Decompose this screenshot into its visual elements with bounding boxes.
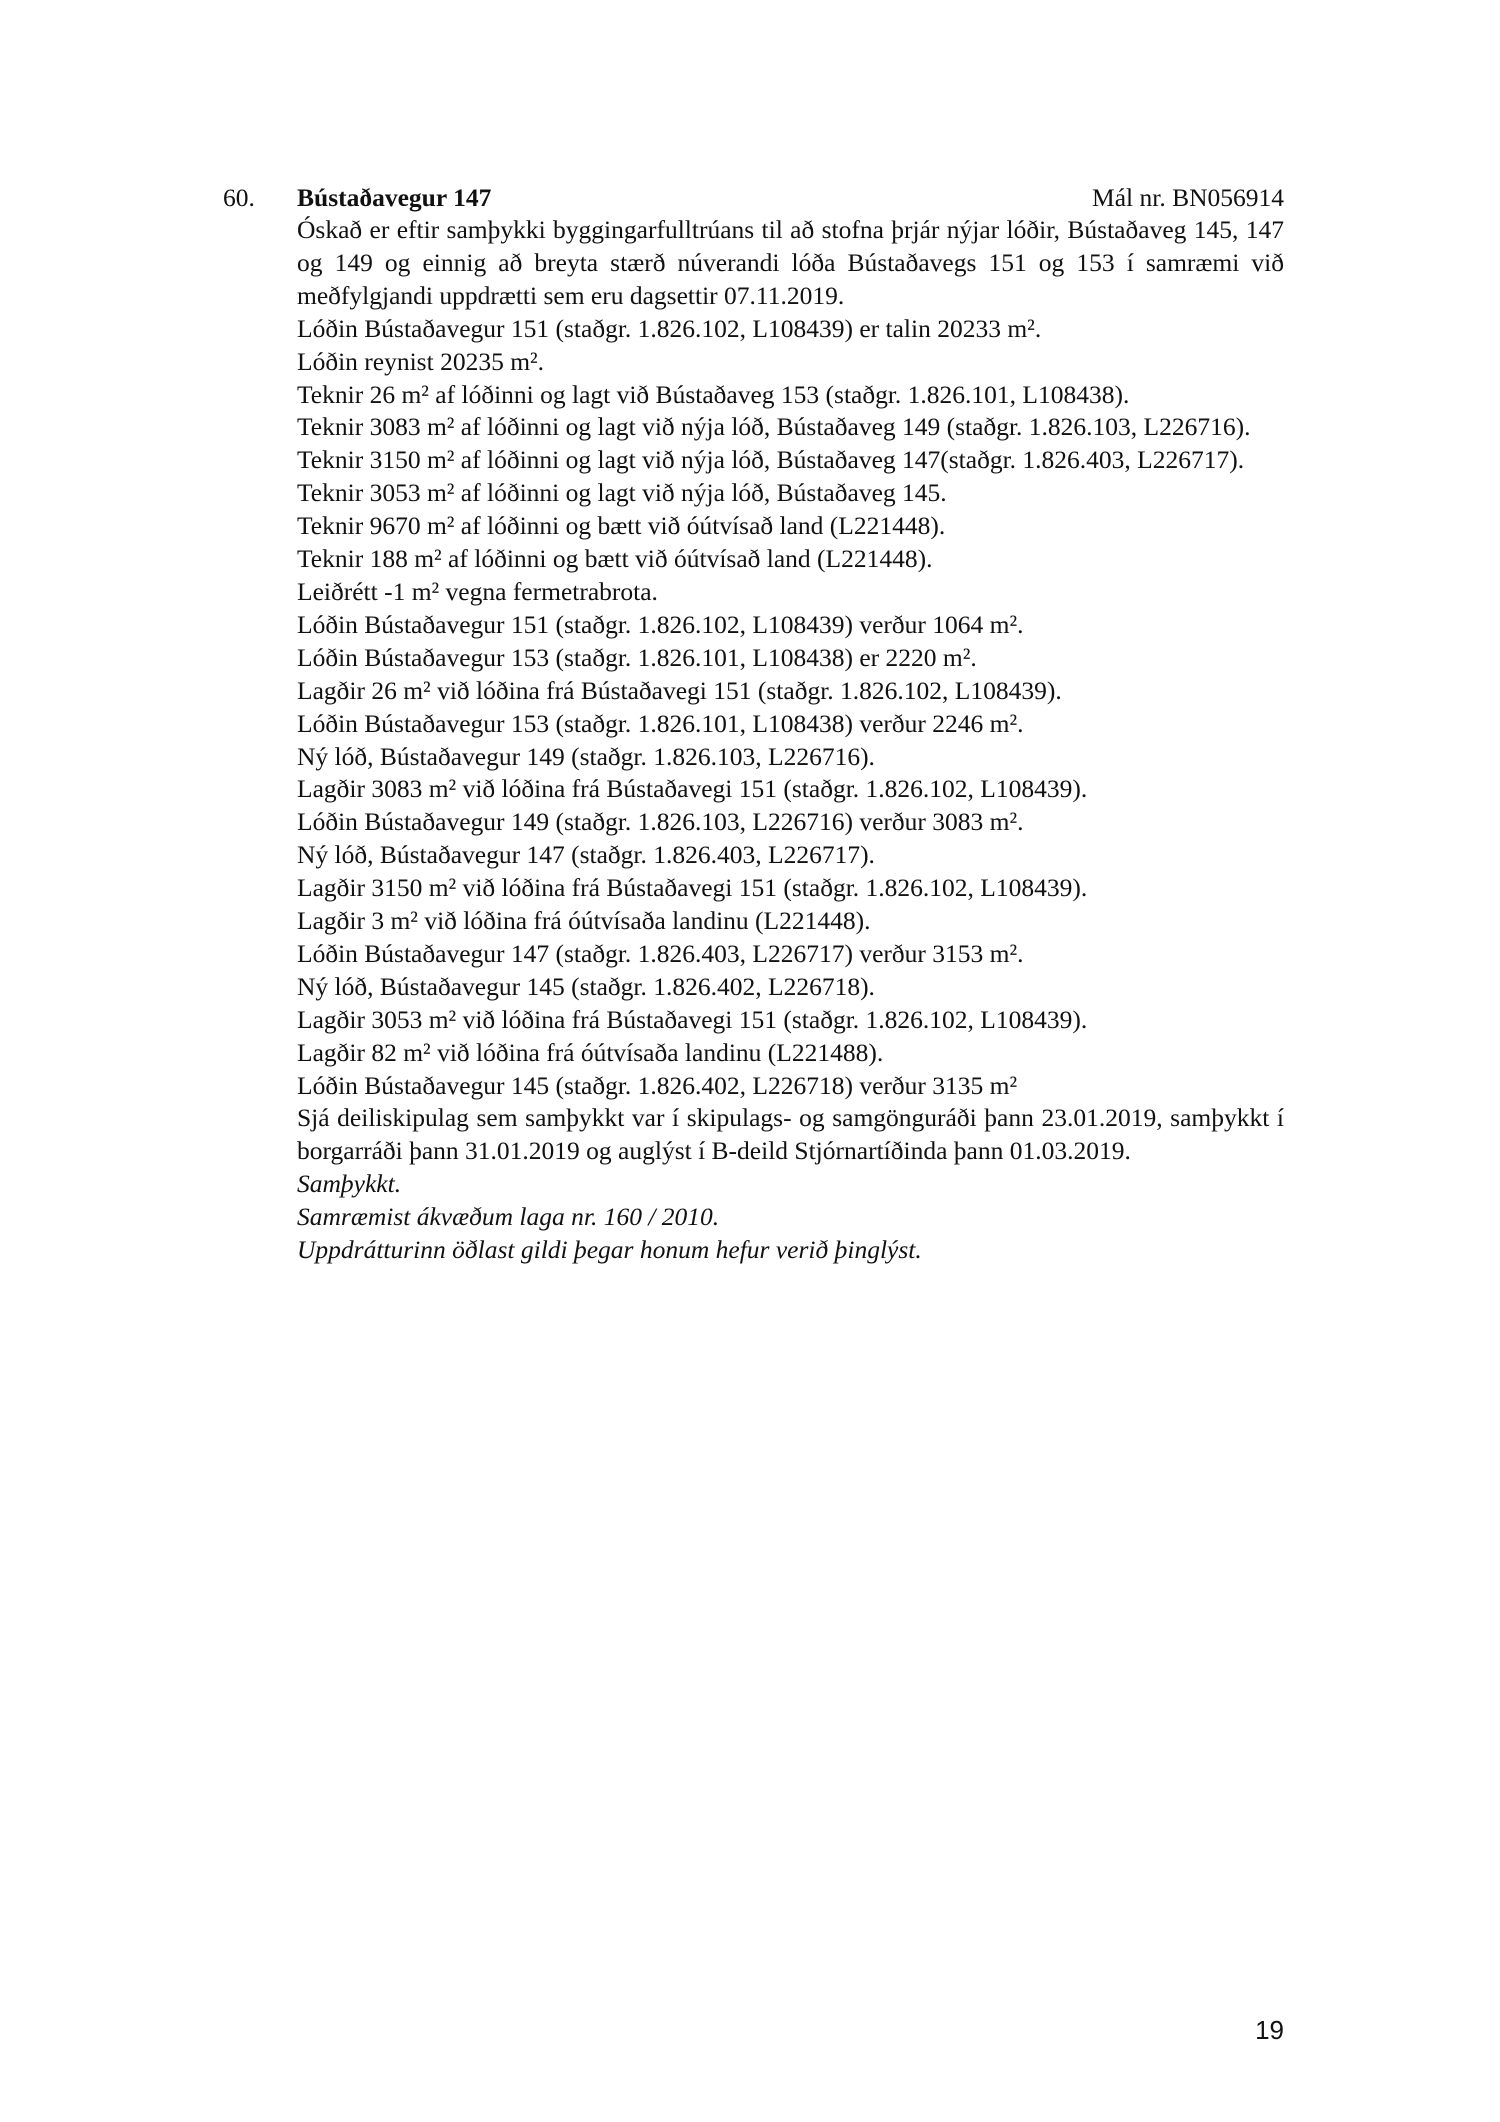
paragraph-line: Ný lóð, Bústaðavegur 147 (staðgr. 1.826.403, L226717).	[297, 840, 875, 870]
item-title: Bústaðavegur 147	[297, 183, 492, 212]
paragraph-line: Teknir 3150 m² af lóðinni og lagt við nýja lóð, Bústaðaveg 147(staðgr. 1.826.403, L226717).	[297, 445, 1245, 475]
case-number: Mál nr. BN056914	[1092, 183, 1284, 212]
paragraph-line: Teknir 3083 m² af lóðinni og lagt við nýja lóð, Bústaðaveg 149 (staðgr. 1.826.103, L226716).	[297, 412, 1251, 442]
paragraph-line: Lóðin Bústaðavegur 151 (staðgr. 1.826.102, L108439) er talin 20233 m².	[297, 313, 1042, 343]
paragraph-line: Teknir 3053 m² af lóðinni og lagt við nýja lóð, Bústaðaveg 145.	[297, 478, 947, 508]
item-body	[297, 214, 1284, 1267]
paragraph-line: Lagðir 3083 m² við lóðina frá Bústaðavegi 151 (staðgr. 1.826.102, L108439).	[297, 774, 1088, 804]
paragraph-line: Lagðir 3 m² við lóðina frá óútvísaða landinu (L221448).	[297, 906, 871, 936]
paragraph-line: Leiðrétt -1 m² vegna fermetrabrota.	[297, 576, 658, 606]
paragraph-zoning-reference: Sjá deiliskipulag sem samþykkt var í skipulags- og samgönguráði þann 23.01.2019, samþykkt í borgarráði þann 31.01.2019 og auglýst í B-deild Stjórnartíðinda þann 01.03.2019.	[297, 1103, 1284, 1166]
paragraph-line: Teknir 9670 m² af lóðinni og bætt við óútvísað land (L221448).	[297, 511, 946, 541]
paragraph-line: Ný lóð, Bústaðavegur 145 (staðgr. 1.826.402, L226718).	[297, 971, 875, 1001]
paragraph-line: Lóðin Bústaðavegur 153 (staðgr. 1.826.101, L108438) er 2220 m².	[297, 642, 977, 672]
decision-registration-note: Uppdrátturinn öðlast gildi þegar honum hefur verið þinglýst.	[297, 1235, 922, 1265]
paragraph-line: Lagðir 26 m² við lóðina frá Bústaðavegi 151 (staðgr. 1.826.102, L108439).	[297, 675, 1062, 705]
decision-law-compliance: Samræmist ákvæðum laga nr. 160 / 2010.	[297, 1202, 720, 1232]
paragraph-line: Teknir 188 m² af lóðinni og bætt við óútvísað land (L221448).	[297, 544, 933, 574]
item-number: 60.	[223, 183, 255, 212]
paragraph-line: Lagðir 82 m² við lóðina frá óútvísaða landinu (L221488).	[297, 1037, 884, 1067]
paragraph-line: Lóðin Bústaðavegur 147 (staðgr. 1.826.403, L226717) verður 3153 m².	[297, 938, 1024, 968]
page-number: 19	[1255, 2015, 1284, 2045]
item-header	[223, 181, 1284, 215]
paragraph-line: Lóðin Bústaðavegur 153 (staðgr. 1.826.101, L108438) verður 2246 m².	[297, 708, 1024, 738]
paragraph-request: Óskað er eftir samþykki byggingarfulltrúans til að stofna þrjár nýjar lóðir, Bústaðaveg 145, 147 og 149 og einnig að breyta stærð núverandi lóða Bústaðavegs 151 og 153 í samræmi við meðfylgjandi uppdrætti sem eru dagsettir 07.11.2019.	[297, 215, 1284, 310]
paragraph-line: Lóðin Bústaðavegur 145 (staðgr. 1.826.402, L226718) verður 3135 m²	[297, 1070, 1018, 1100]
paragraph-line: Lóðin Bústaðavegur 151 (staðgr. 1.826.102, L108439) verður 1064 m².	[297, 609, 1024, 639]
paragraph-line: Lagðir 3150 m² við lóðina frá Bústaðavegi 151 (staðgr. 1.826.102, L108439).	[297, 873, 1088, 903]
paragraph-line: Ný lóð, Bústaðavegur 149 (staðgr. 1.826.103, L226716).	[297, 741, 875, 771]
paragraph-line: Lóðin reynist 20235 m².	[297, 346, 545, 376]
paragraph-line: Lagðir 3053 m² við lóðina frá Bústaðavegi 151 (staðgr. 1.826.102, L108439).	[297, 1004, 1088, 1034]
paragraph-line: Teknir 26 m² af lóðinni og lagt við Bústaðaveg 153 (staðgr. 1.826.101, L108438).	[297, 379, 1130, 409]
paragraph-line: Lóðin Bústaðavegur 149 (staðgr. 1.826.103, L226716) verður 3083 m².	[297, 807, 1024, 837]
decision-approved: Samþykkt.	[297, 1169, 402, 1199]
